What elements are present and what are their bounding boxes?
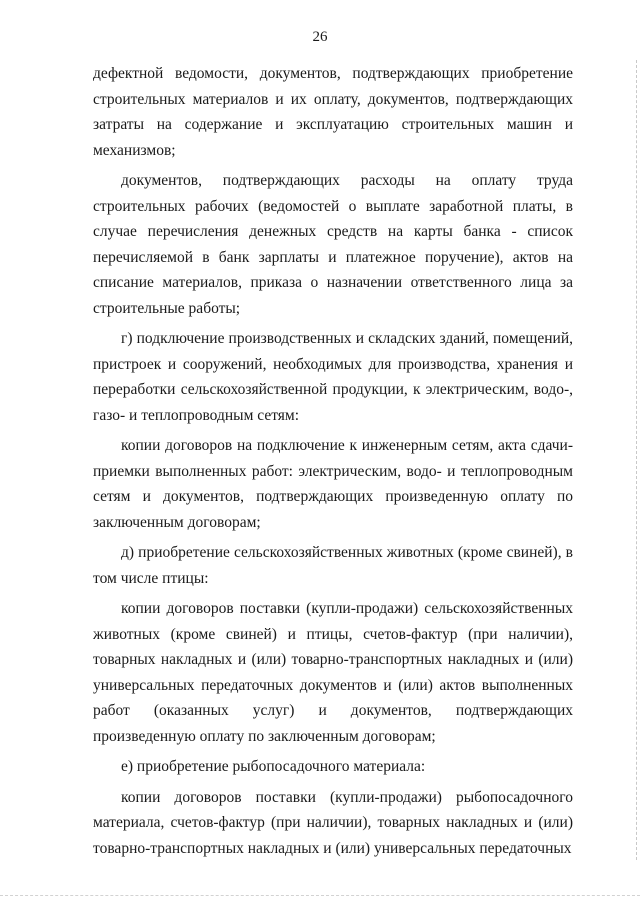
paragraph-item-g: г) подключение производственных и складских зданий, помещений, пристроек и сооружений, необходимых для производства, хранения и переработки сельскохозяйственной продукции, к электрическим, водо-, газо- и теплопроводным сетям: (93, 330, 573, 424)
scan-bottom-artifact (0, 895, 640, 897)
paragraph-fish-contracts: копии договоров поставки (купли-продажи) рыбопосадочного материала, счетов-фактур (при наличии), товарных накладных и (или) товарно-транспортных накладных и (или) универсальных передаточных (93, 788, 573, 857)
paragraph-labor-costs: документов, подтверждающих расходы на оплату труда строительных рабочих (ведомостей о выплате заработной платы, в случае перечисления денежных средств на карты банка - список перечисляемой в банк зарплаты и платежное поручение), актов на списание материалов, приказа о назначении ответственного лица за строительные работы; (93, 172, 573, 317)
paragraph-connection-contracts: копии договоров на подключение к инженерным сетям, акта сдачи-приемки выполненных работ: электрическим, водо- и теплопроводным сетям и документов, подтверждающих произведенную оплату по заключенным договорам; (93, 437, 573, 531)
paragraph-item-e: е) приобретение рыбопосадочного материала: (121, 758, 426, 775)
scan-edge-artifact (636, 60, 640, 860)
document-body (93, 61, 573, 861)
paragraph-defect-statement: дефектной ведомости, документов, подтверждающих приобретение строительных материалов и их оплату, документов, подтверждающих затраты на содержание и эксплуатацию строительных машин и механизмов; (93, 65, 573, 159)
page-number: 26 (312, 29, 328, 45)
paragraph-animal-contracts: копии договоров поставки (купли-продажи) сельскохозяйственных животных (кроме свиней) и птицы, счетов-фактур (при наличии), товарных накладных и (или) товарно-транспортных накладных и (или) универсальных передаточных документов и (или) актов выполненных работ (оказанных услуг) и документов, подтверждающих произведенную оплату по заключенным договорам; (93, 600, 573, 745)
paragraph-item-d: д) приобретение сельскохозяйственных животных (кроме свиней), в том числе птицы: (93, 544, 573, 587)
